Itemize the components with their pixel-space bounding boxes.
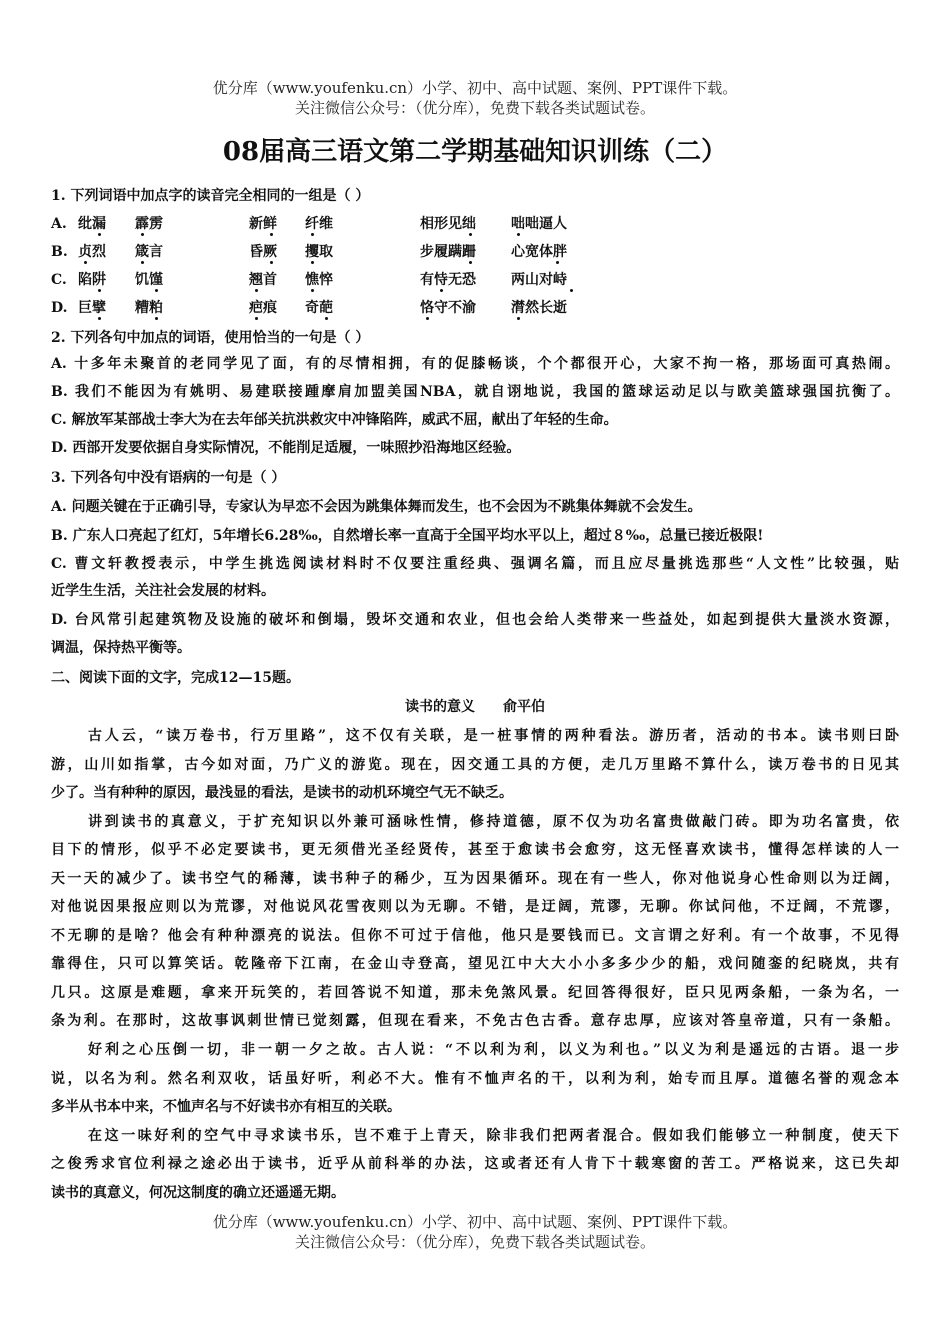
q1-a-word-5: 相形见绌: [420, 216, 476, 232]
emphasis-dot: [556, 261, 559, 264]
emphasis-dot: [517, 233, 520, 236]
emphasis-dot: [517, 317, 520, 320]
q1-c-word-3: 翘首: [249, 272, 277, 288]
footer-line-1: 优分库（www.youfenku.cn）小学、初中、高中试题、案例、PPT课件下载。: [212, 1213, 738, 1231]
q3-option-c-line-1: C. 曹文轩教授表示，中学生挑选阅读材料时不仅要注重经典、强调名篇，而且应尽量挑选那些“人文性”比较强，贴: [51, 556, 899, 572]
article-p2-line-6: 靠得住，只可以算笑话。乾隆帝下江南，在金山寺登高，望见江中大大小小多多少少的船，戏问随銮的纪晓岚，共有: [51, 956, 899, 972]
q2-option-b: B. 我们不能因为有姚明、易建联接踵摩肩加盟美国NBA，就自诩地说，我国的篮球运动足以与欧美篮球强国抗衡了。: [51, 384, 899, 400]
q1-b-word-3: 昏厥: [249, 244, 277, 260]
emphasis-dot: [426, 317, 429, 320]
emphasis-dot: [98, 289, 101, 292]
article-p1-line-2: 游，山川如指掌，古今如对面，乃广义的游览。现在，因交通工具的方便，走几万里路不算什么，读万卷书的日见其: [51, 757, 899, 773]
q1-a-word-1: 纰漏: [78, 216, 106, 232]
article-p3-line-1: 好利之心压倒一切，非一朝一夕之故。古人说：“不以利为利，以义为利也。”以义为利是遥远的古语。退一步: [88, 1042, 899, 1058]
emphasis-dot: [311, 261, 314, 264]
emphasis-dot: [469, 261, 472, 264]
emphasis-dot: [469, 233, 472, 236]
q1-a-word-4: 纤维: [305, 216, 333, 232]
emphasis-dot: [311, 233, 314, 236]
q1-b-word-4: 攫取: [305, 244, 333, 260]
q1-a-label: A.: [51, 216, 67, 232]
emphasis-dot: [270, 261, 273, 264]
q1-b-word-1: 贞烈: [78, 244, 106, 260]
q1-d-word-3: 疤痕: [249, 300, 277, 316]
q2-option-d: D. 西部开发要依据自身实际情况，不能削足适履，一味照抄沿海地区经验。: [51, 440, 521, 456]
q3-stem: 3. 下列各句中没有语病的一句是（ ）: [51, 470, 286, 486]
emphasis-dot: [570, 289, 573, 292]
q1-b-word-2: 箴言: [135, 244, 163, 260]
emphasis-dot: [255, 289, 258, 292]
section-2-heading: 二、阅读下面的文字，完成12—15题。: [51, 670, 300, 686]
emphasis-dot: [155, 289, 158, 292]
q1-c-word-5: 有恃无恐: [420, 272, 476, 288]
article-p4-line-1: 在这一味好利的空气中寻求读书乐，岂不难于上青天，除非我们把两者混合。假如我们能够立一种制度，使天下: [88, 1128, 899, 1144]
q1-c-word-6: 两山对峙: [511, 272, 567, 288]
emphasis-dot: [98, 233, 101, 236]
q2-option-a: A. 十多年未聚首的老同学见了面，有的尽情相拥，有的促膝畅谈，个个都很开心，大家不拘一格，那场面可真热闹。: [51, 356, 899, 372]
q1-stem: 1. 下列词语中加点字的读音完全相同的一组是（ ）: [51, 188, 370, 204]
q1-d-word-4: 奇葩: [305, 300, 333, 316]
emphasis-dot: [255, 317, 258, 320]
q3-option-d-line-2: 调温，保持热平衡等。: [51, 640, 191, 656]
q1-d-word-6: 潸然长逝: [511, 300, 567, 316]
q1-b-word-6: 心宽体胖: [511, 244, 567, 260]
article-p2-line-1: 讲到读书的真意义，于扩充知识以外兼可涵咏性情，修持道德，原不仅为功名富贵做敲门砖。即为功名富贵，依: [88, 814, 899, 830]
q2-option-c: C. 解放军某部战士李大为在去年邰关抗洪救灾中冲锋陷阵，威武不屈，献出了年轻的生命。: [51, 412, 618, 428]
article-p1-line-3: 少了。当有种种的原因，最浅显的看法，是读书的动机环境空气无不缺乏。: [51, 785, 513, 801]
q1-d-word-2: 糟粕: [135, 300, 163, 316]
emphasis-dot: [141, 233, 144, 236]
header-line-1: 优分库（www.youfenku.cn）小学、初中、高中试题、案例、PPT课件下载。: [212, 79, 738, 97]
emphasis-dot: [155, 317, 158, 320]
article-p1-line-1: 古人云，“读万卷书，行万里路”，这不仅有关联，是一桩事情的两种看法。游历者，活动的书本。读书则曰卧: [88, 728, 899, 744]
article-p3-line-2: 说，以名为利。然名利双收，话虽好听，利必不大。惟有不恤声名的干，以利为利，始专而且厚。道德名誉的观念本: [51, 1071, 899, 1087]
article-p2-line-3: 天一天的减少了。读书空气的稀薄，读书种子的稀少，互为因果循环。现在有一些人，你对他说身心性命则以为迂阔，: [51, 871, 899, 887]
emphasis-dot: [270, 233, 273, 236]
article-p2-line-8: 条为利。在那时，这故事讽刺世情已觉刻露，但现在看来，不免古色古香。意存忠厚，应该对答皇帝道，只有一条船。: [51, 1013, 899, 1029]
q1-a-word-3: 新鲜: [249, 216, 277, 232]
emphasis-dot: [141, 261, 144, 264]
article-p2-line-4: 对他说因果报应则以为荒谬，对他说风花雪夜则以为无聊。不错，是迂阔，荒谬，无聊。你试问他，不迂阔，不荒谬，: [51, 899, 899, 915]
q1-c-word-4: 憔悴: [305, 272, 333, 288]
emphasis-dot: [325, 317, 328, 320]
q1-d-label: D.: [51, 300, 68, 316]
q1-c-label: C.: [51, 272, 67, 288]
header-line-2: 关注微信公众号：（优分库），免费下载各类试题试卷。: [294, 99, 655, 117]
article-p3-line-3: 多半从书本中来，不恤声名与不好读书亦有相互的关联。: [51, 1099, 401, 1115]
article-p2-line-5: 不无聊的是啥？他会有种种漂亮的说法。但你不可过于信他，他只是要钱而已。文言谓之好利。有一个故事，不见得: [51, 928, 899, 944]
q3-option-c-line-2: 近学生生活，关注社会发展的材料。: [51, 583, 275, 599]
emphasis-dot: [98, 317, 101, 320]
q3-option-b: B. 广东人口亮起了红灯，5年增长6.28‰，自然增长率一直高于全国平均水平以上，超过８‰，总量已接近极限!: [51, 528, 764, 544]
article-p4-line-2: 之俊秀求官位利禄之途必出于读书，近乎从前科举的办法，这或者还有人肯下十载寒窗的苦工。严格说来，这已失却: [51, 1156, 899, 1172]
q1-d-word-1: 巨擘: [78, 300, 106, 316]
q1-a-word-6: 咄咄逼人: [511, 216, 567, 232]
q1-d-word-5: 恪守不渝: [420, 300, 476, 316]
emphasis-dot: [440, 289, 443, 292]
q1-c-word-2: 饥馑: [135, 272, 163, 288]
emphasis-dot: [311, 289, 314, 292]
q1-b-word-5: 步履蹒跚: [420, 244, 476, 260]
q1-a-word-2: 霹雳: [135, 216, 163, 232]
q3-option-a: A. 问题关键在于正确引导，专家认为早恋不会因为跳集体舞而发生，也不会因为不跳集体舞就不会发生。: [51, 499, 702, 515]
article-p2-line-7: 几只。这原是难题，拿来开玩笑的，若回答说不知道，那未免煞风景。纪回答得很好，臣只见两条船，一条为名，一: [51, 985, 899, 1001]
footer-line-2: 关注微信公众号：（优分库），免费下载各类试题试卷。: [294, 1233, 655, 1251]
q1-b-label: B.: [51, 244, 68, 260]
article-p4-line-3: 读书的真意义，何况这制度的确立还遥遥无期。: [51, 1185, 345, 1201]
page-title: 08届高三语文第二学期基础知识训练（二）: [222, 137, 728, 167]
article-p2-line-2: 目下的情形，似乎不必定要读书，更无须借光圣经贤传，甚至于愈读书会愈穷，这无怪喜欢读书，懂得怎样读的人一: [51, 842, 899, 858]
article-title: 读书的意义 俞平伯: [405, 699, 545, 715]
q3-option-d-line-1: D. 台风常引起建筑物及设施的破坏和倒塌，毁坏交通和农业，但也会给人类带来一些益处，如起到提供大量淡水资源，: [51, 612, 899, 628]
emphasis-dot: [84, 261, 87, 264]
q1-c-word-1: 陷阱: [78, 272, 106, 288]
q2-stem: 2. 下列各句中加点的词语，使用恰当的一句是（ ）: [51, 330, 370, 346]
